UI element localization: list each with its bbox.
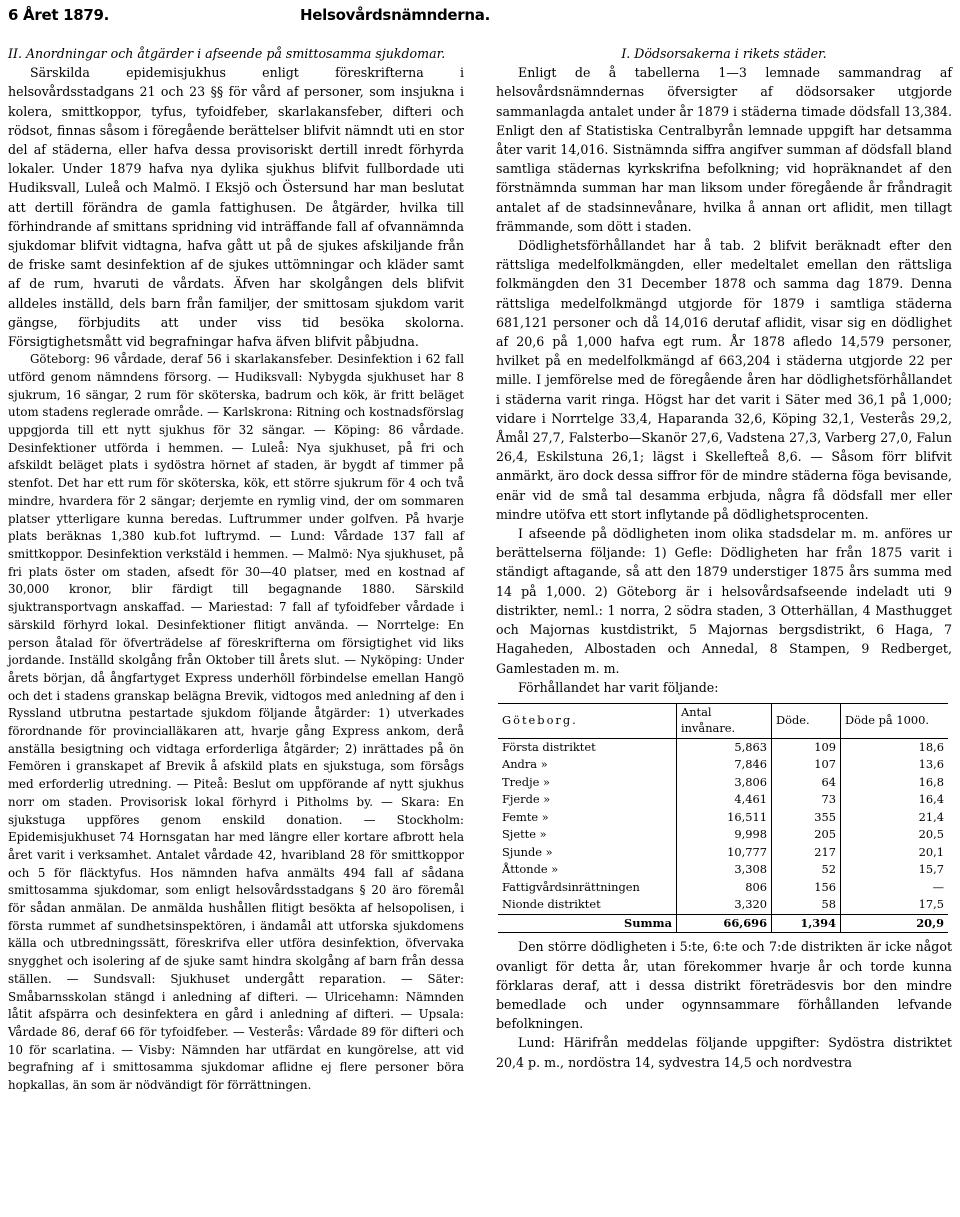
deaths-per-1000-cell: 15,7 <box>841 861 949 879</box>
deaths-cell: 64 <box>772 774 841 792</box>
district-cell: Femte » <box>502 809 549 824</box>
deaths-cell: 73 <box>772 791 841 809</box>
section-heading-death-causes: I. Dödsorsakerna i rikets städer. <box>621 46 827 61</box>
district-cell: Fjerde » <box>502 792 551 807</box>
table-row <box>498 844 948 862</box>
district-cell: Första distriktet <box>502 739 596 754</box>
paragraph-lund: Lund: Härifrån meddelas följande uppgifter: Sydöstra distriktet 20,4 p. m., nordöstra 14, sydvestra 14,5 och nordvestra <box>496 1035 952 1070</box>
paragraph-mortality-ratio: Dödlighetsförhållandet har å tab. 2 blifvit beräknadt efter den rättsliga medelfolkmängden, eller medeltalet emellan den rättsliga folkmängden den 31 December 1878 och samma dag 1879. Denna rättsliga medelfolkmängd utgjorde för 1879 i samtliga städerna 681,121 personer och då 14,016 derutaf aflidit, visar sig en dödlighet af 20,6 på 1,000 hafva egt rum. År 1878 afledo 14,579 personer, hvilket på en medelfolkmängd af 663,204 i städerna utgjorde 22 per mille. I jemförelse med de föregående åren har dödlighetsförhållandet i städerna varit ringa. Högst har det varit i Säter med 36,1 på 1,000; vidare i Norrtelge 33,4, Haparanda 32,6, Köping 32,1, Vesterås 29,2, Åmål 27,7, Falsterbo—Skanör 27,6, Vadstena 27,3, Varberg 27,0, Falun 26,4, Eskilstuna 26,1; lägst i Skellefteå 8,6. — Såsom förr blifvit anmärkt, äro dock dessa siffror för de mindre städerna föga bevisande, enär vid de små tal desamma erbjuda, några få dödsfall mer eller mindre utöfva ett stort inflytande på dödlighetsprocenten. <box>496 238 952 522</box>
deaths-cell: 355 <box>772 809 841 827</box>
deaths-cell: 52 <box>772 861 841 879</box>
header-deaths: Döde. <box>772 703 841 738</box>
inhabitants-cell: 3,320 <box>677 896 772 914</box>
table-row <box>498 879 948 897</box>
table-row <box>498 756 948 774</box>
page-header-title: Helsovårdsnämnderna. <box>300 6 490 24</box>
table-row <box>498 861 948 879</box>
deaths-per-1000-cell: 21,4 <box>841 809 949 827</box>
table-sum-row <box>498 914 948 933</box>
deaths-per-1000-cell: 17,5 <box>841 896 949 914</box>
paragraph-city-districts: I afseende på dödligheten inom olika stadsdelar m. m. anföres ur berättelserna följande: 1) Gefle: Dödligheten har från 1875 varit i ständigt aftagande, så att den 1879 understiger 1875 års summa med 14 på 1,000. 2) Göteborg är i helsovårdsafseende indeladt uti 9 distrikter, neml.: 1 norra, 2 södra staden, 3 Otterhällan, 4 Masthugget och Majornas kustdistrikt, 5 Majornas bergsdistrikt, 6 Haga, 7 Hagaheden, Albostaden och Annedal, 8 Stampen, 9 Redberget, Gamlestaden m. m. <box>496 526 952 676</box>
right-column <box>496 44 952 1072</box>
left-column <box>8 44 464 1095</box>
table-body <box>498 738 948 933</box>
section-heading-measures: II. Anordningar och åtgärder i afseende på smittosamma sjukdomar. <box>8 46 446 61</box>
deaths-per-1000-cell: 13,6 <box>841 756 949 774</box>
inhabitants-cell: 3,806 <box>677 774 772 792</box>
district-cell: Sjette » <box>502 827 547 842</box>
table-row <box>498 738 948 756</box>
table-row <box>498 826 948 844</box>
sum-inhabitants-cell: 66,696 <box>677 914 772 933</box>
district-cell: Andra » <box>502 757 548 772</box>
inhabitants-cell: 5,863 <box>677 738 772 756</box>
table-row <box>498 896 948 914</box>
district-cell: Sjunde » <box>502 844 553 859</box>
goteborg-mortality-table <box>498 703 948 934</box>
deaths-cell: 107 <box>772 756 841 774</box>
inhabitants-cell: 4,461 <box>677 791 772 809</box>
district-cell: Fattigvårdsinrättningen <box>502 879 640 894</box>
deaths-cell: 109 <box>772 738 841 756</box>
sum-deaths-cell: 1,394 <box>772 914 841 933</box>
inhabitants-cell: 10,777 <box>677 844 772 862</box>
page-header-year: 6 Året 1879. <box>8 6 110 24</box>
district-cell: Åttonde » <box>502 862 559 877</box>
deaths-per-1000-cell: — <box>841 879 949 897</box>
district-cell: Nionde distriktet <box>502 897 601 912</box>
header-inhabitants: Antal invånare. <box>677 703 772 738</box>
district-cell: Tredje » <box>502 774 550 789</box>
paragraph-epidemic-hospitals: Särskilda epidemisjukhus enligt föreskrifterna i helsovårdsstadgans 21 och 23 §§ för vård af personer, som insjukna i kolera, smittkoppor, tyfus, tyfoidfeber, skarlakansfeber, difteri och rödsot, finnas såsom i föregående berättelser blifvit nämndt uti en stor del af städerna, eller hafva dessa provisoriskt dertill inredt förhyrda lokaler. Under 1879 hafva nya dylika sjukhus blifvit fullbordade uti Hudiksvall, Luleå och Malmö. I Eksjö och Östersund har man beslutat att dertill förändra de gamla fattighusen. De åtgärder, hvilka till förhindrande af smittans spridning vid inträffande fall af ofvannämnda sjukdomar blifvit vidtagna, hafva gått ut på de sjukes afskiljande från de friske samt desinfektion af de sjukes uttömningar och kläder samt af de rum, hvaruti de vårdats. Äfven har skolgången dels blifvit alldeles inställd, dels barn från familjer, der smittosam sjukdom varit gängse, förbjudits att under viss tid besöka skolorna. Försigtighetsmått vid begrafningar hafva äfven blifvit påbjudna. <box>8 65 464 350</box>
paragraph-table-intro: Förhållandet har varit följande: <box>518 679 719 695</box>
inhabitants-cell: 806 <box>677 879 772 897</box>
inhabitants-cell: 16,511 <box>677 809 772 827</box>
table-row <box>498 791 948 809</box>
table-header-row <box>498 703 948 738</box>
deaths-cell: 205 <box>772 826 841 844</box>
table-row <box>498 774 948 792</box>
inhabitants-cell: 9,998 <box>677 826 772 844</box>
paragraph-city-reports: Göteborg: 96 vårdade, deraf 56 i skarlakansfeber. Desinfektion i 62 fall utförd genom nämndens försorg. — Hudiksvall: Nybygda sjukhuset har 8 sjukrum, 16 sängar, 2 rum för sköterska, badrum och kök, är fritt beläget utom stadens reglerade område. — Karlskrona: Ritning och kostnadsförslag uppgjorda till ett nytt sjukhus för 32 sängar. — Köping: 86 vårdade. Desinfektioner utförda i hemmen. — Luleå: Nya sjukhuset, på fri och afskildt beläget plats i sydöstra hörnet af staden, är bygdt af timmer på stenfot. Det har ett rum för sköterska, kök, ett större sjukrum för 4 och två mindre, hvardera för 2 sängar; derjemte en rymlig vind, der om sommaren platser ytterligare kunna beredas. Luftrummer under golfven. På hvarje plats beräknas 1,380 kub.fot luftrymd. — Lund: Vårdade 137 fall af smittkoppor. Desinfektion verkstäld i hemmen. — Malmö: Nya sjukhuset, på fri plats öster om staden, afsedt för 30—40 platser, med en kostnad af 30,000 kronor, blir färdigt till begagnande 1880. Särskild sjuktransportvagn anskaffad. — Mariestad: 7 fall af tyfoidfeber vårdade i särskild förhyrd lokal. Desinfektioner flitigt använda. — Norrtelge: En person åtalad för öfverträdelse af föreskrifterna om försigtighet vid liks jordande. Inställd skolgång från Oktober till årets slut. — Nyköping: Under årets början, då ångfartyget Express underhöll förbindelse emellan Hangö och det i stadens granskap belägna Brevik, vidtogos med anledning af den i Ryssland utbrutna pestartade sjukdom följande åtgärder: 1) utverkades förordnande för provincialläkaren att, hvarje gång Express ankom, derå anställa besigtning och vidtaga erforderliga åtgärder; 2) inrättades på ön Femören i granskapet af Brevik å afskild plats en sjukstuga, som försågs med erforderlig utredning. — Piteå: Beslut om uppförande af nytt sjukhus norr om staden. Provisorisk lokal förhyrd i Pitholms by. — Skara: En sjukstuga uppföres genom enskild donation. — Stockholm: Epidemisjukhuset 74 Hornsgatan har med längre eller kortare afbrott hela året varit i verksamhet. Antalet vårdade 42, hvaribland 28 för smittkoppor och 5 för fläcktyfus. Hos nämnden hafva anmälts 494 fall af sådana smittosamma sjukdomar, som enligt helsovårdsstadgans § 20 äro föremål för sådan anmälan. De anmälda hushållen flitigt besökta af helsopolisen, i första rummet af sundhetsinspektören, i ändamål att utforska sjukdomens källa och utbredningssätt, föreskrifva eller utföra desinfektion, öfvervaka snygghet och isolering af de sjuke samt hindra skolgång af barn från dessa ställen. — Sundsvall: Sjukhuset undergått reparation. — Säter: Småbarnsskolan stängd i anledning af difteri. — Ulricehamn: Nämnden låtit afspärra och desinfektera en gård i anledning af difteri. — Upsala: Vårdade 86, deraf 66 för tyfoidfeber. — Vesterås: Vårdade 89 för difteri och 10 för scarlatina. — Visby: Nämnden har utfärdat en kungörelse, att vid begrafning af i smittosamma sjukdomar aflidne ej flere personer böra hopkallas, än som är nödvändigt för förrättningen. <box>8 352 464 1093</box>
sum-deaths-per-1000-cell: 20,9 <box>841 914 949 933</box>
deaths-per-1000-cell: 18,6 <box>841 738 949 756</box>
paragraph-district-explanation: Den större dödligheten i 5:te, 6:te och 7:de distrikten är icke något ovanligt för detta år, utan förekommer hvarje år och torde kunna förklaras deraf, att i dessa distrikt företrädesvis bor den mindre bemedlade och under ogynnsammare förhållanden lefvande befolkningen. <box>496 939 952 1032</box>
inhabitants-cell: 3,308 <box>677 861 772 879</box>
inhabitants-cell: 7,846 <box>677 756 772 774</box>
sum-label-cell: Summa <box>498 914 677 933</box>
deaths-per-1000-cell: 16,4 <box>841 791 949 809</box>
deaths-cell: 58 <box>772 896 841 914</box>
deaths-cell: 156 <box>772 879 841 897</box>
deaths-per-1000-cell: 20,1 <box>841 844 949 862</box>
header-deaths-per-1000: Döde på 1000. <box>841 703 949 738</box>
deaths-per-1000-cell: 16,8 <box>841 774 949 792</box>
deaths-per-1000-cell: 20,5 <box>841 826 949 844</box>
header-district: Göteborg. <box>498 703 677 738</box>
paragraph-death-totals: Enligt de å tabellerna 1—3 lemnade sammandrag af helsovårdsnämndernas öfversigter af dödsorsaker utgjorde sammanlagda antalet under år 1879 i städerna timade dödsfall 13,384. Enligt den af Statistiska Centralbyrån lemnade uppgift har detsamma åter varit 14,016. Sistnämnda siffra angifver summan af dödsfall bland samtliga städernas kyrkskrifna befolkning; vid hopräknandet af den förstnämnda summan har man liksom under föregående år fråndragit antalet af de stadsinnevånare, hvilka å annan ort aflidit, men tillagt främmande, som dött i staden. <box>496 65 952 234</box>
deaths-cell: 217 <box>772 844 841 862</box>
table-row <box>498 809 948 827</box>
